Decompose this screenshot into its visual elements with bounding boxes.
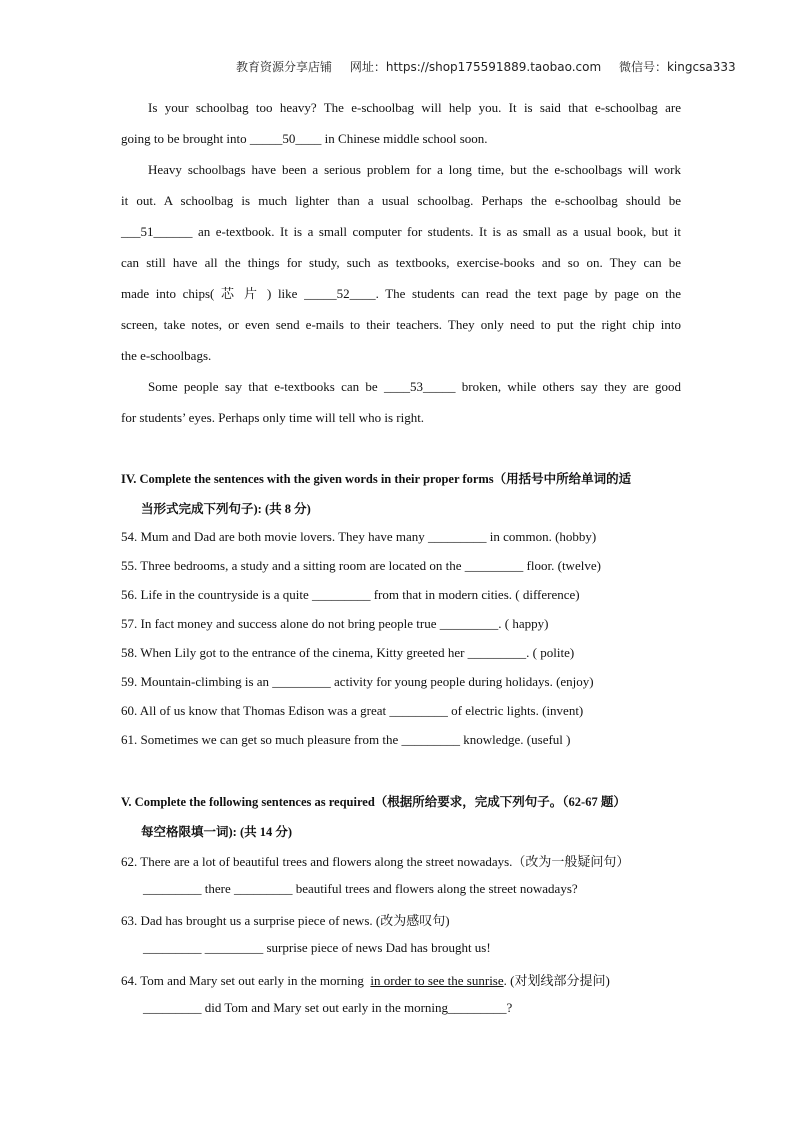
question-54: 54. Mum and Dad are both movie lovers. They have many _________ in common. (hobby)	[121, 529, 597, 544]
passage-line: can still have all the things for study, such as textbooks, exercise-books and so on. They can be	[121, 255, 681, 270]
question-56: 56. Life in the countryside is a quite _________ from that in modern cities. ( difference)	[121, 587, 580, 602]
question-64-underlined: in order to see the sunrise	[370, 973, 504, 988]
page-header	[236, 58, 736, 75]
question-60: 60. All of us know that Thomas Edison was a great _________ of electric lights. (invent)	[121, 703, 584, 718]
question-55: 55. Three bedrooms, a study and a sitting room are located on the _________ floor. (twelve)	[121, 558, 601, 573]
section-4-title-cont: 当形式完成下列句子): (共 8 分)	[141, 502, 311, 516]
answer-62: _________ there _________ beautiful trees and flowers along the street nowadays?	[143, 881, 578, 896]
shop-name: 教育资源分享店铺	[236, 60, 333, 74]
question-64	[121, 970, 610, 989]
section-5-title-cont: 每空格限填一词): (共 14 分)	[141, 825, 293, 839]
passage-line: for students’ eyes. Perhaps only time will tell who is right.	[121, 410, 425, 425]
question-64-text: 64. Tom and Mary set out early in the morning	[121, 973, 364, 988]
passage-line: Heavy schoolbags have been a serious problem for a long time, but the e-schoolbags will work	[148, 162, 681, 177]
answer-64: _________ did Tom and Mary set out early in the morning_________?	[143, 1000, 513, 1015]
passage-line: Some people say that e-textbooks can be ____53_____ broken, while others say they are good	[148, 379, 681, 394]
passage-line: it out. A schoolbag is much lighter than a usual schoolbag. Perhaps the e-schoolbag should be	[121, 193, 681, 208]
question-57: 57. In fact money and success alone do not bring people true _________. ( happy)	[121, 616, 549, 631]
question-59: 59. Mountain-climbing is an _________ activity for young people during holidays. (enjoy)	[121, 674, 594, 689]
question-62: 62. There are a lot of beautiful trees and flowers along the street nowadays.（改为一般疑问句）	[121, 854, 630, 869]
passage-line: Is your schoolbag too heavy? The e-schoolbag will help you. It is said that e-schoolbag are	[148, 100, 681, 115]
passage-line: ___51______ an e-textbook. It is a small computer for students. It is as small as a usual book, but it	[121, 224, 681, 239]
passage-line: made into chips( 芯 片 ) like _____52____. The students can read the text page by page on the	[121, 286, 681, 301]
question-58: 58. When Lily got to the entrance of the cinema, Kitty greeted her _________. ( polite)	[121, 645, 575, 660]
passage-line: going to be brought into _____50____ in Chinese middle school soon.	[121, 131, 488, 146]
section-5-title: V. Complete the following sentences as required（根据所给要求，完成下列句子。（62-67 题）	[121, 795, 626, 809]
passage-line: the e-schoolbags.	[121, 348, 212, 363]
wechat-id: 微信号：kingcsa333	[618, 60, 736, 74]
question-63: 63. Dad has brought us a surprise piece of news. (改为感叹句)	[121, 913, 450, 928]
answer-63: _________ _________ surprise piece of news Dad has brought us!	[143, 940, 491, 955]
question-64-instruction: . (对划线部分提问)	[503, 973, 610, 988]
shop-url: 网址：https://shop175591889.taobao.com	[349, 60, 602, 74]
passage-line: screen, take notes, or even send e-mails to their teachers. They only need to put the right chip into	[121, 317, 681, 332]
question-61: 61. Sometimes we can get so much pleasure from the _________ knowledge. (useful )	[121, 732, 571, 747]
section-4-title: IV. Complete the sentences with the given words in their proper forms（用括号中所给单词的适	[121, 472, 632, 486]
